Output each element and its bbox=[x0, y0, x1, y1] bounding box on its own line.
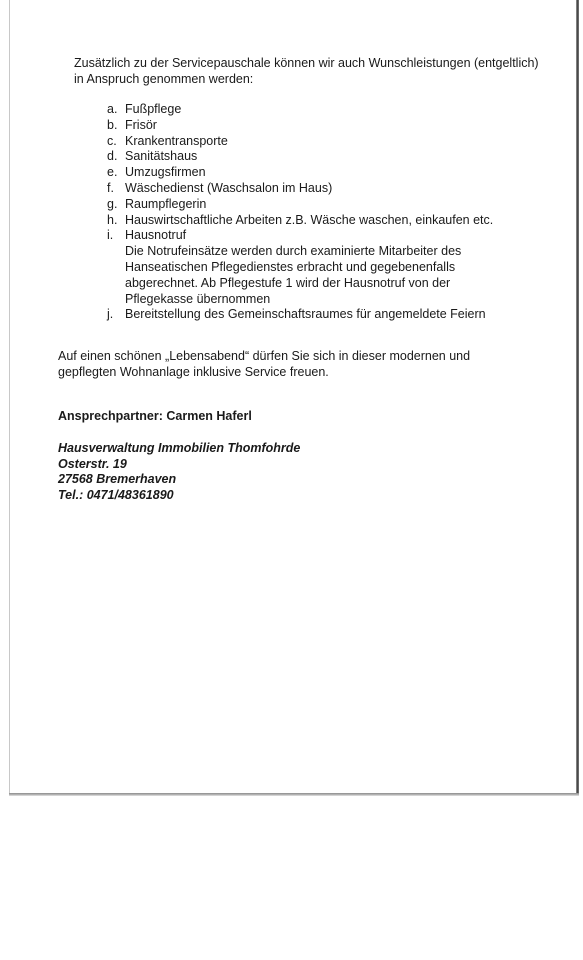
list-marker: a. bbox=[107, 102, 118, 116]
list-marker: f. bbox=[107, 180, 114, 195]
postal-city: 27568 Bremerhaven bbox=[58, 472, 177, 486]
address-block bbox=[58, 441, 300, 503]
intro-paragraph: Zusätzlich zu der Servicepauschale können wir auch Wunschleistungen (entgeltlich) in Anspruch genommen werden: bbox=[74, 56, 539, 86]
list-item bbox=[107, 149, 557, 165]
list-item bbox=[107, 197, 557, 213]
phone-number: Tel.: 0471/48361890 bbox=[58, 487, 174, 502]
list-item-text: Umzugsfirmen bbox=[125, 165, 206, 180]
list-item bbox=[107, 228, 557, 307]
service-list bbox=[107, 102, 557, 323]
closing-paragraph: Auf einen schönen „Lebensabend“ dürfen Sie sich in dieser modernen und gepflegten Wohnanlage inklusive Service freuen. bbox=[58, 349, 471, 379]
list-item bbox=[107, 118, 557, 134]
list-item-text: Krankentransporte bbox=[125, 133, 228, 148]
list-item bbox=[107, 307, 557, 323]
list-marker: b. bbox=[107, 117, 118, 132]
list-item bbox=[107, 102, 557, 118]
list-marker: d. bbox=[107, 149, 118, 164]
list-marker: j. bbox=[107, 307, 114, 322]
list-item-text: Hauswirtschaftliche Arbeiten z.B. Wäsche waschen, einkaufen etc. bbox=[125, 212, 494, 227]
page-bottom-edge-shadow bbox=[9, 793, 579, 796]
list-item bbox=[107, 134, 557, 150]
list-item bbox=[107, 165, 557, 181]
list-marker: i. bbox=[107, 228, 114, 243]
company-name: Hausverwaltung Immobilien Thomfohrde bbox=[58, 441, 301, 455]
list-item-text: Bereitstellung des Gemeinschaftsraumes für angemeldete Feiern bbox=[125, 307, 486, 322]
list-item-text: Raumpflegerin bbox=[125, 196, 207, 211]
list-item-text: Sanitätshaus bbox=[125, 149, 198, 164]
street-address: Osterstr. 19 bbox=[58, 456, 127, 471]
list-marker: h. bbox=[107, 212, 118, 227]
contact-person: Ansprechpartner: Carmen Haferl bbox=[58, 409, 252, 423]
list-item bbox=[107, 213, 557, 229]
list-item-text: Fußpflege bbox=[125, 102, 182, 116]
page-right-edge-shadow bbox=[576, 0, 579, 795]
list-marker: c. bbox=[107, 133, 117, 148]
list-marker: g. bbox=[107, 196, 118, 211]
list-item bbox=[107, 181, 557, 197]
list-marker: e. bbox=[107, 165, 118, 180]
list-item-text: Wäschedienst (Waschsalon im Haus) bbox=[125, 180, 333, 195]
list-item-note: Die Notrufeinsätze werden durch examinierte Mitarbeiter des Hanseatischen Pflegedienstes erbracht und gegebenenfalls abgerechnet. Ab Pflegestufe 1 wird der Hausnotruf von der Pflegekasse übernommen bbox=[125, 244, 462, 306]
list-item-text: Frisör bbox=[125, 117, 157, 132]
list-item-text: Hausnotruf bbox=[125, 228, 187, 243]
